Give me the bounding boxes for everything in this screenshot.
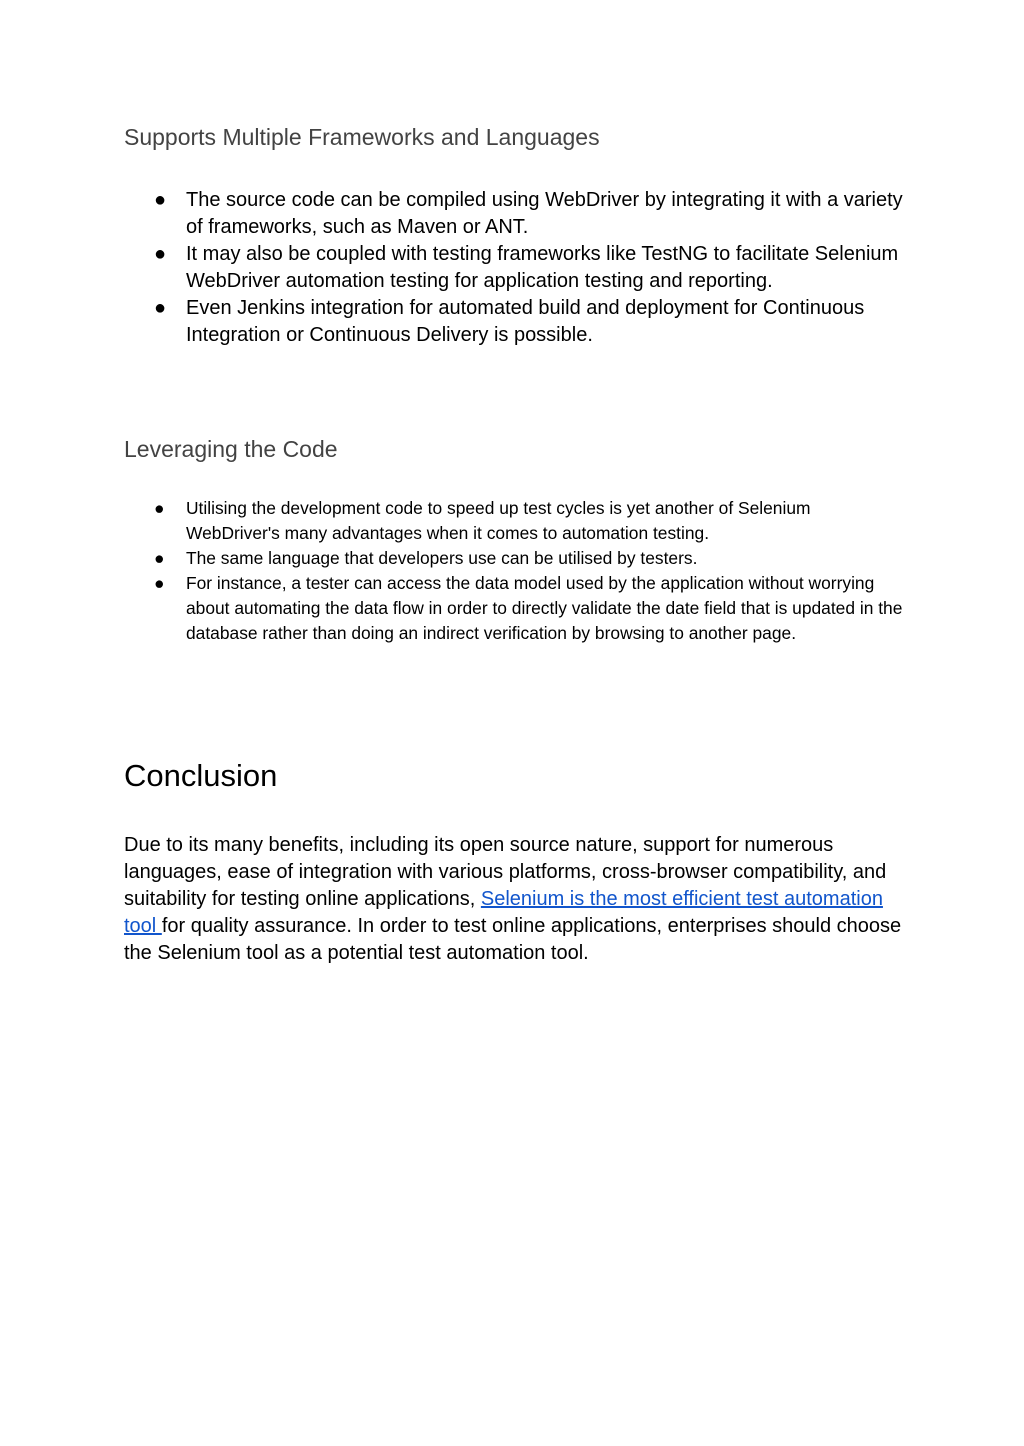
leveraging-bullet-list	[124, 496, 904, 646]
list-item	[124, 571, 904, 646]
frameworks-bullet-list	[124, 187, 904, 349]
list-item-text: The source code can be compiled using WebDriver by integrating it with a variety of frameworks, such as Maven or ANT.	[186, 189, 903, 238]
list-item	[124, 295, 904, 349]
list-item-text: The same language that developers use can be utilised by testers.	[186, 548, 698, 568]
conclusion-paragraph	[124, 832, 904, 967]
bullet-icon: ●	[154, 189, 167, 211]
frameworks-heading: Supports Multiple Frameworks and Languages	[124, 124, 600, 150]
list-item-text: Even Jenkins integration for automated build and deployment for Continuous Integration or Continuous Delivery is possible.	[186, 297, 865, 346]
bullet-icon: ●	[154, 548, 165, 568]
list-item-text: It may also be coupled with testing frameworks like TestNG to facilitate Selenium WebDriver automation testing for application testing and reporting.	[186, 243, 899, 292]
selenium-efficiency-link[interactable]: Selenium is the most efficient test automation tool	[124, 888, 883, 937]
list-item	[124, 496, 904, 546]
conclusion-text-end: for quality assurance. In order to test online applications, enterprises should choose the Selenium tool as a potential test automation tool.	[124, 915, 902, 964]
list-item	[124, 187, 904, 241]
bullet-icon: ●	[154, 297, 167, 319]
conclusion-text-start: Due to its many benefits, including its open source nature, support for numerous languages, ease of integration with various platforms, cross-browser compatibility, and suitability for testing online applications,	[124, 834, 887, 910]
list-item-text: Utilising the development code to speed up test cycles is yet another of Selenium WebDriver's many advantages when it comes to automation testing.	[186, 498, 811, 543]
list-item	[124, 546, 904, 571]
leveraging-heading: Leveraging the Code	[124, 436, 338, 462]
list-item	[124, 241, 904, 295]
list-item-text: For instance, a tester can access the data model used by the application without worrying about automating the data flow in order to directly validate the date field that is updated in the database rather than doing an indirect verification by browsing to another page.	[186, 573, 903, 643]
bullet-icon: ●	[154, 243, 167, 265]
bullet-icon: ●	[154, 573, 165, 593]
conclusion-heading: Conclusion	[124, 758, 278, 793]
bullet-icon: ●	[154, 498, 165, 518]
